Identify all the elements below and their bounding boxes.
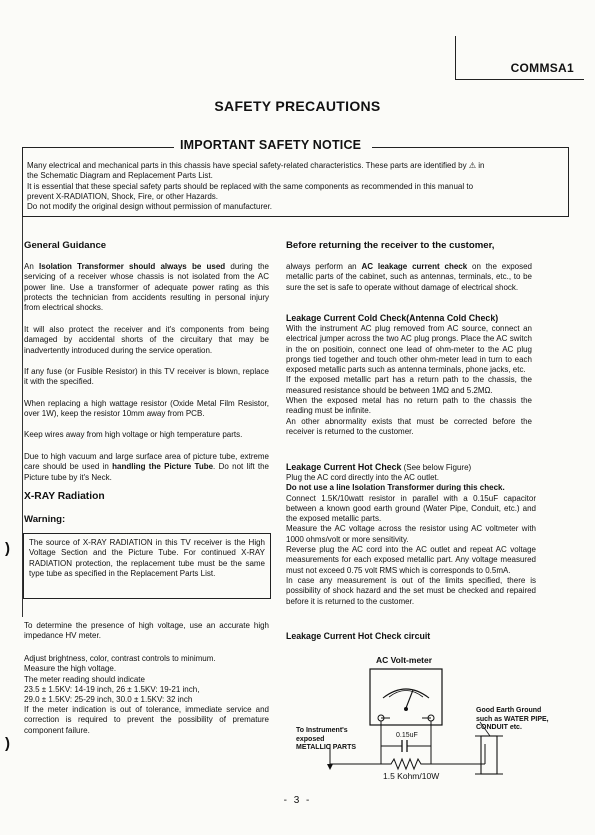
text-run-bold: handling the Picture Tube — [112, 462, 214, 472]
instrument-label-line: exposed — [296, 735, 325, 743]
instrument-label — [296, 727, 356, 753]
cold-check-p4: An other abnormality exists that must be corrected before the receiver is returned to the customer. — [286, 416, 532, 436]
xray-heading: X-RAY Radiation — [24, 491, 105, 502]
notice-heading: IMPORTANT SAFETY NOTICE — [180, 138, 362, 152]
hot-check-p4: In case any measurement is out of the limits specified, there is possibility of shock hazard and the set must be checked and repaired before it is returned to the customer. — [286, 575, 536, 606]
ac-leakage-paragraph — [286, 262, 532, 293]
text-run: on the exposed metallic parts of the cabinet, such as antennas, terminals, etc., to be sure the set is safe to operate without damage of electrical shock. — [286, 262, 533, 292]
notice-line: Many electrical and mechanical parts in this chassis have special safety-related characteristics. These parts are identified by ⚠ in — [27, 161, 485, 170]
isolation-paragraph — [24, 262, 269, 313]
ground-label-line: Good Earth Ground — [476, 707, 542, 714]
xray-warning-box: The source of X-RAY RADIATION in this TV receiver is the High Voltage Section and the Picture Tube. For continued X-RAY RADIATION protection, the replacement tube must be the same type tube as specified in the Replacement Parts List. — [23, 533, 271, 599]
page-number: - 3 - — [283, 795, 312, 806]
picture-tube-paragraph — [24, 452, 269, 483]
hv-line: The meter reading should indicate — [24, 674, 145, 684]
margin-mark: ) — [5, 540, 10, 557]
cold-check-text — [286, 324, 532, 437]
notice-line: the Schematic Diagram and Replacement Parts List. — [27, 171, 213, 181]
hot-check-text — [286, 473, 536, 607]
notice-line: It is essential that these special safety parts should be replaced with the same components as recommended in this manual to — [27, 181, 474, 191]
before-returning-heading: Before returning the receiver to the customer, — [286, 240, 495, 251]
protection-paragraph: It will also protect the receiver and it's components from being damaged by accidental shorts of the circuitary that may be inadvertently introduced during the service operation. — [24, 325, 269, 355]
notice-text — [27, 161, 567, 212]
meter-label: AC Volt-meter — [376, 655, 433, 665]
hot-check-warning: Do not use a line Isolation Transformer during this check. — [286, 483, 505, 493]
model-code: COMMSA1 — [510, 61, 574, 75]
hot-check-p3: Reverse plug the AC cord into the AC outlet and repeat AC voltage measurements for each exposed metallic part. Any voltage measured must not exceed 0.75 volt RMS which is corresponds to 0.5mA. — [286, 545, 536, 575]
warning-heading: Warning: — [24, 514, 66, 525]
ground-label-line: CONDUIT etc. — [476, 724, 522, 731]
hv-measure-list — [24, 654, 269, 705]
header-tab — [455, 36, 584, 80]
hot-check-p2: Measure the AC voltage across the resistor using AC voltmeter with 1000 ohms/volt or more sensitivity. — [286, 524, 536, 544]
ground-label-line: such as WATER PIPE, — [476, 715, 549, 723]
wires-paragraph: Keep wires away from high voltage or high temperature parts. — [24, 430, 243, 439]
instrument-label-line: METALLIC PARTS — [296, 744, 357, 751]
text-run: always perform an — [286, 262, 362, 271]
hv-meter-paragraph: To determine the presence of high voltage, use an accurate high impedance HV meter. — [24, 621, 269, 641]
circuit-heading: Leakage Current Hot Check circuit — [286, 631, 431, 641]
hot-check-line: Plug the AC cord directly into the AC outlet. — [286, 473, 439, 482]
text-run: An — [24, 262, 40, 271]
hot-check-p1: Connect 1.5K/10watt resistor in parallel with a 0.15uF capacitor between a known good earth ground (Water Pipe, Conduit, etc.) and the exposed metallic parts. — [286, 493, 536, 524]
hv-line: 29.0 ± 1.5KV: 25-29 inch, 30.0 ± 1.5KV: 32 inch — [24, 695, 193, 705]
instrument-label-line: To Instrument's — [296, 727, 348, 734]
resistor-label: 1.5 Kohm/10W — [383, 771, 440, 781]
header-rule — [456, 79, 584, 80]
hot-check-note: (See below Figure) — [401, 463, 472, 472]
resistor-paragraph: When replacing a high wattage resistor (Oxide Metal Film Resistor, over 1W), keep the resistor 10mm away from PCB. — [24, 399, 269, 419]
hv-line: Adjust brightness, color, contrast controls to minimum. — [24, 654, 216, 663]
hv-line: Measure the high voltage. — [24, 664, 117, 674]
notice-line: Do not modify the original design without permission of manufacturer. — [27, 202, 273, 212]
fuse-paragraph: If any fuse (or Fusible Resistor) in this TV receiver is blown, replace it with the specified. — [24, 367, 269, 387]
cold-check-p2: If the exposed metallic part has a return path to the chassis, the measured resistance should be between 1MΩ and 5.2MΩ. — [286, 375, 532, 395]
text-run-bold: Isolation Transformer should always be used — [39, 262, 226, 271]
tolerance-paragraph: If the meter indication is out of tolerance, immediate service and correction is required to prevent the possibility of premature component failure. — [24, 705, 269, 735]
notice-line: prevent X-RADIATION, Shock, Fire, or other Hazards. — [27, 191, 219, 201]
text-run-bold: AC leakage current check — [361, 262, 468, 271]
hv-line: 23.5 ± 1.5KV: 14-19 inch, 26 ± 1.5KV: 19-21 inch, — [24, 684, 200, 694]
general-guidance-heading: General Guidance — [24, 240, 107, 251]
text-run: . Do not lift the Picture tube by it's Neck. — [24, 462, 269, 482]
cold-check-p3: When the exposed metal has no return path to the chassis the reading must be infinite. — [286, 396, 532, 416]
text-run: during the servicing of a receiver whose chassis is not isolated from the AC power line. Use a transformer of adequate power rating as this protects the technician from accidents resulting in personal injury from electrical shocks. — [24, 262, 269, 313]
cold-check-p1: With the instrument AC plug removed from AC source, connect an electrical jumper across the two AC plug prongs. Place the AC switch in the on positioin, connect one lead of ohm-meter to the AC plug prongs tied together and touch other ohm-meter lead in turn to each exposed metallic parts such as antenna terminals, phone jacks, etc. — [286, 324, 532, 375]
capacitor-label: 0.15uF — [396, 732, 418, 739]
hot-check-heading-line — [286, 462, 536, 473]
hot-check-heading: Leakage Current Hot Check — [286, 462, 402, 472]
cold-check-heading: Leakage Current Cold Check(Antenna Cold Check) — [286, 313, 499, 323]
left-column-text-1 — [24, 262, 269, 313]
text-run: Due to high vacuum and large surface area of picture tube, extreme care should be used in — [24, 452, 269, 472]
margin-mark: ) — [5, 735, 10, 752]
ground-label — [476, 707, 549, 733]
page-title: SAFETY PRECAUTIONS — [214, 98, 381, 114]
